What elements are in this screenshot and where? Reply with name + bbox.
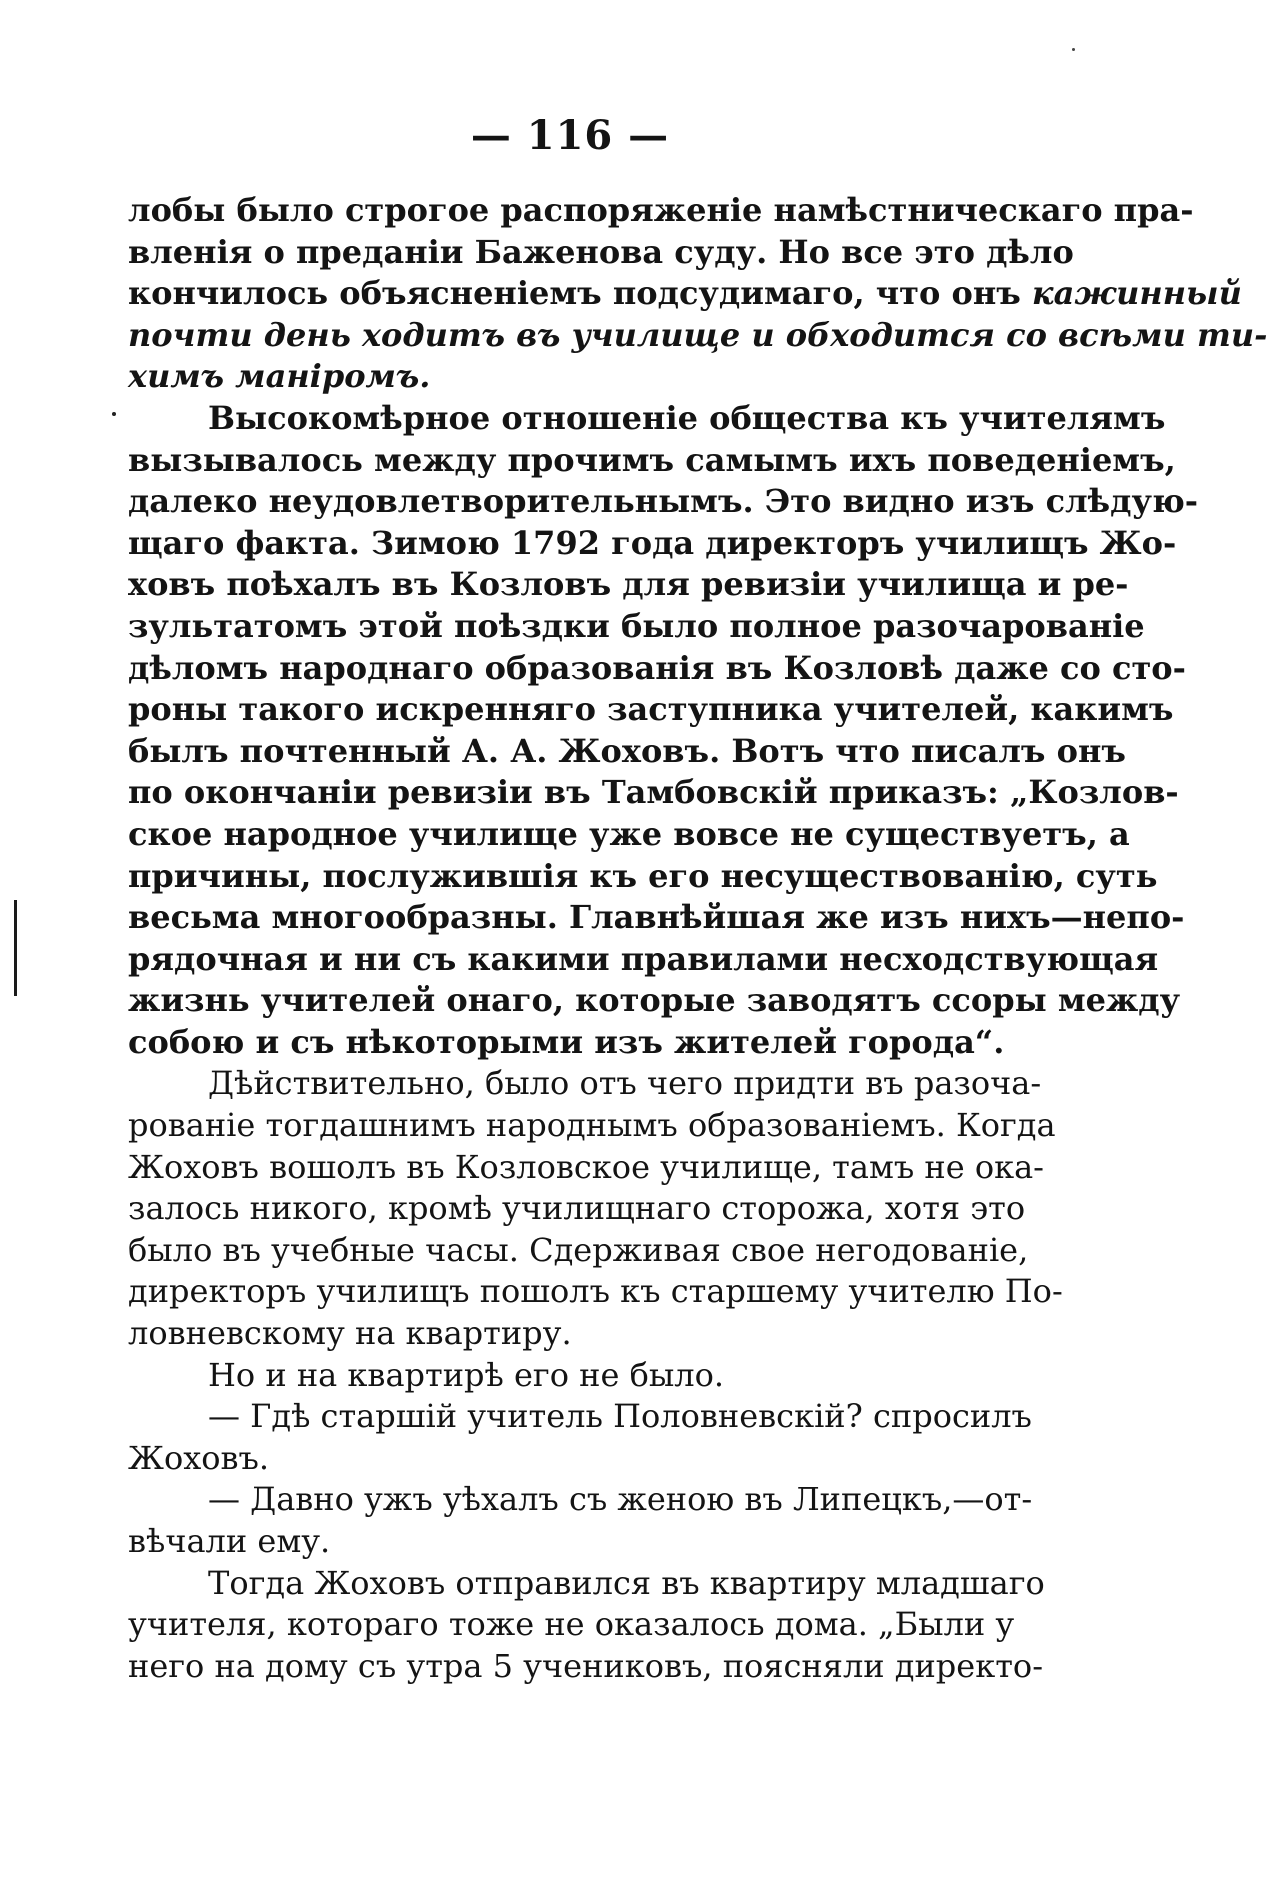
text-line: ское народное училище уже вовсе не существуетъ, а <box>128 814 1130 853</box>
text-line: лобы было строгое распоряженіе намѣстническаго пра- <box>128 191 1194 229</box>
text-line: весьма многообразны. Главнѣйшая же изъ нихъ—непо- <box>128 898 1185 937</box>
text-line: было въ учебные часы. Сдерживая свое негодованіе, <box>128 1230 1029 1269</box>
text-line: ловневскому на квартиру. <box>128 1314 572 1353</box>
text-line: рованіе тогдашнимъ народнымъ образованіемъ. Когда <box>128 1106 1056 1145</box>
text-line: рядочная и ни съ какими правилами несходствующая <box>128 939 1159 978</box>
text-line: по окончаніи ревизіи въ Тамбовскій приказъ: „Козлов- <box>128 773 1179 812</box>
text-line <box>128 273 1242 315</box>
text-line: дѣломъ народнаго образованія въ Козловѣ даже со сто- <box>128 648 1186 687</box>
text-line: Высокомѣрное отношеніе общества къ учителямъ <box>208 398 1166 437</box>
text-line: залось никого, кромѣ училищнаго сторожа, хотя это <box>128 1189 1026 1228</box>
text-line: далеко неудовлетворительнымъ. Это видно изъ слѣдую- <box>128 482 1199 521</box>
text-line: вѣчали ему. <box>128 1522 331 1560</box>
margin-pencil-mark <box>14 900 17 996</box>
text-line: химъ маніромъ. <box>128 357 431 396</box>
text-line: Но и на квартирѣ его не было. <box>208 1355 725 1394</box>
text-line: зультатомъ этой поѣздки было полное разочарованіе <box>128 606 1145 645</box>
text-line: почти день ходитъ въ училище и обходится со всѣми ти- <box>128 315 1267 354</box>
paragraph <box>128 398 1199 1064</box>
text-line: роны такого искренняго заступника учителей, какимъ <box>128 690 1174 729</box>
dialogue-paragraph <box>128 1396 1032 1479</box>
text-line: него на дому съ утра 5 учениковъ, поясняли директо- <box>128 1646 1043 1685</box>
text-line: собою и съ нѣкоторыми изъ жителей города“. <box>128 1022 1005 1061</box>
text-line: директоръ училищъ пошолъ къ старшему учителю По- <box>128 1272 1063 1311</box>
text-line: ховъ поѣхалъ въ Козловъ для ревизіи училища и ре- <box>128 565 1129 604</box>
text-line: вызывалось между прочимъ самымъ ихъ поведеніемъ, <box>128 440 1176 479</box>
text-line: учителя, котораго тоже не оказалось дома. „Были у <box>128 1605 1015 1644</box>
text-line: Жоховъ вошолъ въ Козловское училище, тамъ не ока- <box>128 1147 1044 1186</box>
text-line: жизнь учителей онаго, которые заводятъ ссоры между <box>128 981 1181 1020</box>
dialogue-paragraph <box>128 1479 1033 1562</box>
text-line-part: кончилось объясненіемъ подсудимаго, что онъ <box>128 274 1032 313</box>
text-line: — Гдѣ старшій учитель Половневскій? спросилъ <box>208 1397 1032 1436</box>
scan-speck <box>1072 48 1075 51</box>
paragraph <box>128 1563 1045 1688</box>
text-line: Жоховъ. <box>128 1438 270 1477</box>
text-line: вленія о преданіи Баженова суду. Но все это дѣло <box>128 232 1074 271</box>
paragraph <box>128 1063 1063 1354</box>
text-line: Дѣйствительно, было отъ чего придти въ разоча- <box>208 1064 1042 1103</box>
quoted-italic: кажинный <box>1031 274 1242 313</box>
margin-mark <box>112 412 116 416</box>
text-line: былъ почтенный А. А. Жоховъ. Вотъ что писалъ онъ <box>128 731 1126 770</box>
text-line: Тогда Жоховъ отправился въ квартиру младшаго <box>208 1563 1045 1602</box>
body-text <box>128 190 1267 1687</box>
paragraph <box>128 190 1267 398</box>
text-line: щаго факта. Зимою 1792 года директоръ училищъ Жо- <box>128 523 1177 562</box>
page-number: — 116 — <box>470 112 670 159</box>
text-line: причины, послужившія къ его несуществованію, суть <box>128 856 1158 895</box>
paragraph <box>128 1355 980 1397</box>
text-line: — Давно ужъ уѣхалъ съ женою въ Липецкъ,—от- <box>208 1480 1033 1519</box>
